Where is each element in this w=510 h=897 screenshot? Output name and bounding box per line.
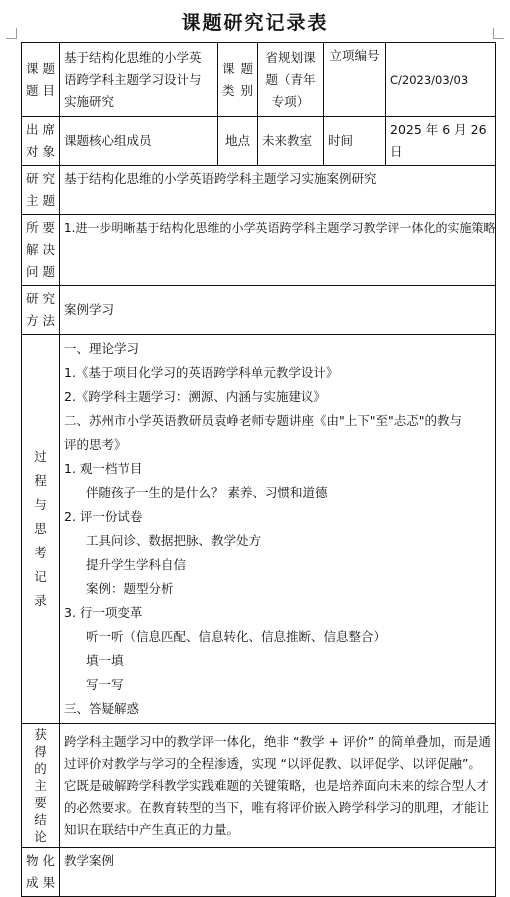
label-conclusion: 获 得 的 主 要 结 论: [22, 724, 60, 848]
process-line: 2.《跨学科主题学习：溯源、内涵与实施建议》: [64, 389, 326, 404]
place-value: 未来教室: [258, 117, 324, 166]
process-line: 提升学生学科自信: [86, 557, 187, 572]
conclusion-value: 跨学科主题学习中的教学评一体化，绝非 “教学 + 评价” 的简单叠加，而是通过评价对教学与学习的全程渗透，实现 “以评促教、以评促学、以评促融”。它既是破解跨学科教学实践难题的关键策略，也是培养面向未来的综合型人才的必然要求。在教育转型的当下，唯有将评价嵌入跨学科学习的肌理，才能让知识在联结中产生真正的力量。: [60, 724, 496, 848]
process-line: 3. 行一项变革: [64, 605, 143, 620]
process-line: 案例：题型分析: [86, 581, 174, 596]
label-method: 研 究 方法: [22, 286, 60, 335]
row-problem: [22, 215, 496, 286]
process-line: 2. 评一份试卷: [64, 509, 143, 524]
process-line: 写一写: [86, 677, 124, 692]
process-line: 二、苏州市小学英语教研员袁峥老师专题讲座《由"上下"至"忐忑"的教与: [64, 413, 462, 428]
row-conclusion: [22, 724, 496, 848]
process-line: 伴随孩子一生的是什么？ 素养、习惯和道德: [86, 485, 328, 500]
process-line: 工具问诊、数据把脉、教学处方: [86, 533, 262, 548]
outcome-value: 教学案例: [60, 848, 496, 897]
label-process: 过 程 与 思 考 记 录: [22, 335, 60, 724]
row-method: [22, 286, 496, 335]
category-value: 省规划课题（青年专项）: [258, 43, 324, 117]
label-time: 时间: [324, 117, 386, 166]
row-process: [22, 335, 496, 724]
process-line: 一、理论学习: [64, 341, 140, 356]
row-subject: [22, 166, 496, 215]
time-value: 2025 年 6 月 26 日: [386, 117, 496, 166]
problem-value: 1.进一步明晰基于结构化思维的小学英语跨学科主题学习教学评一体化的实施策略: [60, 215, 496, 286]
process-line: 填一填: [86, 653, 124, 668]
process-line: 三、答疑解惑: [64, 701, 140, 716]
label-topic: 课 题 题目: [22, 43, 60, 117]
label-subject: 研 究 主题: [22, 166, 60, 215]
row-outcome: [22, 848, 496, 897]
process-line: 听一听（信息匹配、信息转化、信息推断、信息整合）: [86, 629, 387, 644]
method-value: 案例学习: [60, 286, 496, 335]
label-category: 课 题 类别: [218, 43, 258, 117]
process-line: 1.《基于项目化学习的英语跨学科单元教学设计》: [64, 365, 339, 380]
subject-value: 基于结构化思维的小学英语跨学科主题学习实施案例研究: [60, 166, 496, 215]
label-project-no: 立项编号: [324, 43, 386, 117]
label-attendees: 出 席 对象: [22, 117, 60, 166]
label-outcome: 物 化 成果: [22, 848, 60, 897]
project-no-value: C/2023/03/03: [386, 43, 496, 117]
record-table: [21, 42, 496, 897]
process-line: 评的思考》: [64, 437, 127, 452]
process-line: 1. 观一档节目: [64, 461, 143, 476]
attendees-value: 课题核心组成员: [60, 117, 218, 166]
page-title: 课题研究记录表: [181, 12, 329, 34]
label-problem: 所 要 解 决 问题: [22, 215, 60, 286]
row-attendees: [22, 117, 496, 166]
topic-title-value: 基于结构化思维的小学英语跨学科主题学习设计与实施研究: [60, 43, 218, 117]
row-topic: [22, 43, 496, 117]
process-notes: [60, 335, 496, 724]
label-place: 地点: [218, 117, 258, 166]
